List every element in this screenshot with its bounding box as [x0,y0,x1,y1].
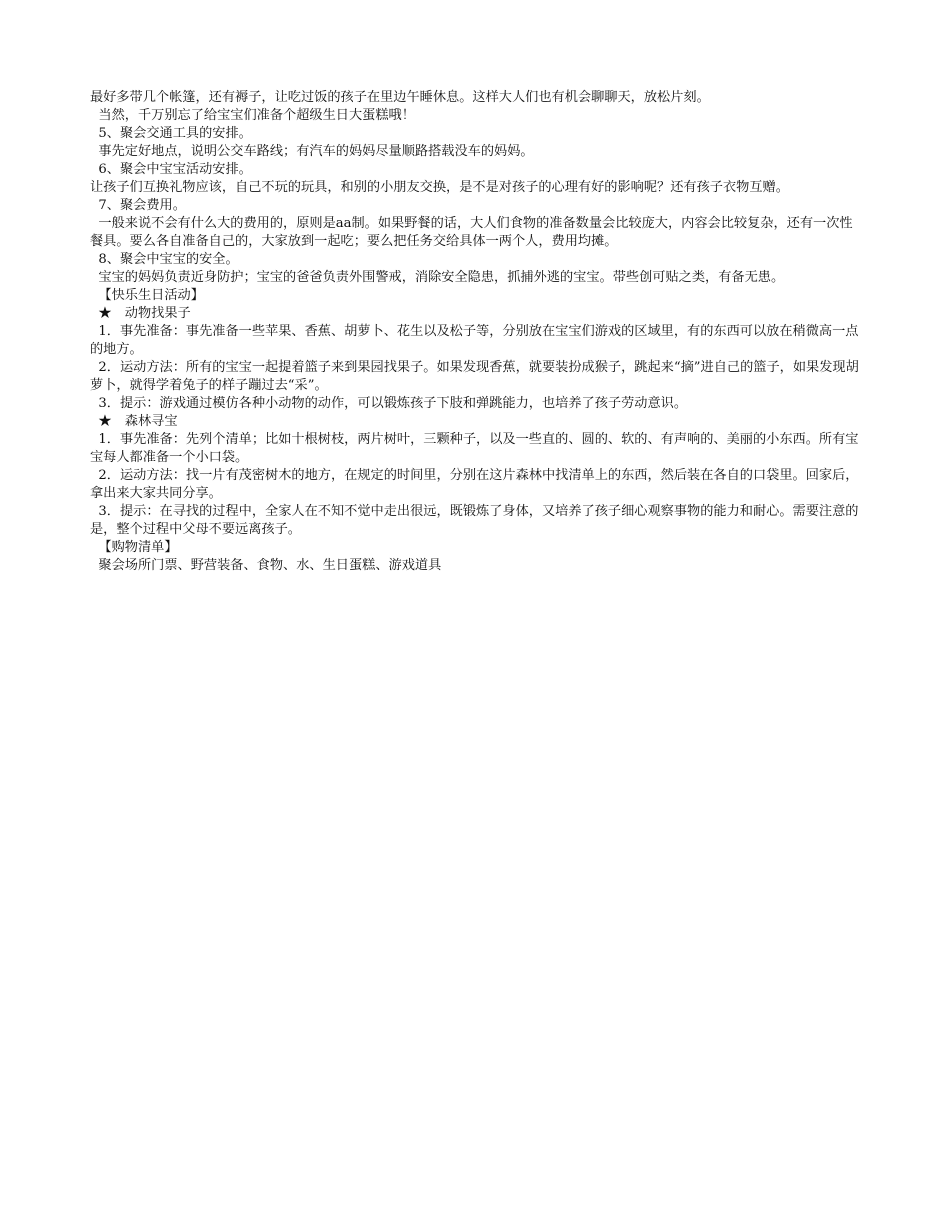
paragraph-cost: 一般来说不会有什么大的费用的，原则是aa制。如果野餐的话，大人们食物的准备数量会比较庞大，内容会比较复杂，还有一次性餐具。要么各自准备自己的，大家放到一起吃；要么把任务交给具体一两个人，费用均摊。 [90,216,853,249]
heading-safety: 8、聚会中宝宝的安全。 [90,252,239,267]
game-title-forest-treasure: ★ 森林寻宝 [90,414,178,429]
paragraph-transport: 事先定好地点，说明公交车路线；有汽车的妈妈尽量顺路搭载没车的妈妈。 [90,144,534,159]
game2-preparation: 1．事先准备：先列个清单；比如十根树枝，两片树叶，三颗种子，以及一些直的、圆的、软的、有声响的、美丽的小东西。所有宝宝每人都准备一个小口袋。 [90,432,859,465]
heading-cost: 7、聚会费用。 [90,198,186,213]
shopping-list: 聚会场所门票、野营装备、食物、水、生日蛋糕、游戏道具 [90,558,442,573]
game1-tip: 3．提示：游戏通过模仿各种小动物的动作，可以锻炼孩子下肢和弹跳能力，也培养了孩子劳动意识。 [90,396,688,411]
game-title-animal-fruit: ★ 动物找果子 [90,306,191,321]
section-heading-shopping-list: 【购物清单】 [90,540,178,555]
paragraph-rest-tent: 最好多带几个帐篷，还有褥子，让吃过饭的孩子在里边午睡休息。这样大人们也有机会聊聊天，放松片刻。 [90,90,710,105]
section-heading-activities: 【快乐生日活动】 [90,288,204,303]
paragraph-gift-exchange: 让孩子们互换礼物应该，自己不玩的玩具，和别的小朋友交换，是不是对孩子的心理有好的影响呢？还有孩子衣物互赠。 [90,180,789,195]
heading-activities: 6、聚会中宝宝活动安排。 [90,162,252,177]
heading-transport: 5、聚会交通工具的安排。 [90,126,252,141]
game1-preparation: 1．事先准备：事先准备一些苹果、香蕉、胡萝卜、花生以及松子等，分别放在宝宝们游戏的区域里，有的东西可以放在稍微高一点的地方。 [90,324,859,357]
paragraph-birthday-cake: 当然，千万别忘了给宝宝们准备个超级生日大蛋糕哦！ [90,108,415,123]
paragraph-safety: 宝宝的妈妈负责近身防护；宝宝的爸爸负责外围警戒，消除安全隐患，抓捕外逃的宝宝。带些创可贴之类，有备无患。 [90,270,785,285]
game2-tip: 3．提示：在寻找的过程中，全家人在不知不觉中走出很远，既锻炼了身体，又培养了孩子细心观察事物的能力和耐心。需要注意的是，整个过程中父母不要远离孩子。 [90,504,859,537]
game2-method: 2．运动方法：找一片有茂密树木的地方，在规定的时间里，分别在这片森林中找清单上的东西，然后装在各自的口袋里。回家后，拿出来大家共同分享。 [90,468,859,501]
game1-method: 2．运动方法：所有的宝宝一起提着篮子来到果园找果子。如果发现香蕉，就要装扮成猴子，跳起来“摘”进自己的篮子，如果发现胡萝卜，就得学着兔子的样子蹦过去“采”。 [90,360,859,393]
document-body [90,89,860,575]
